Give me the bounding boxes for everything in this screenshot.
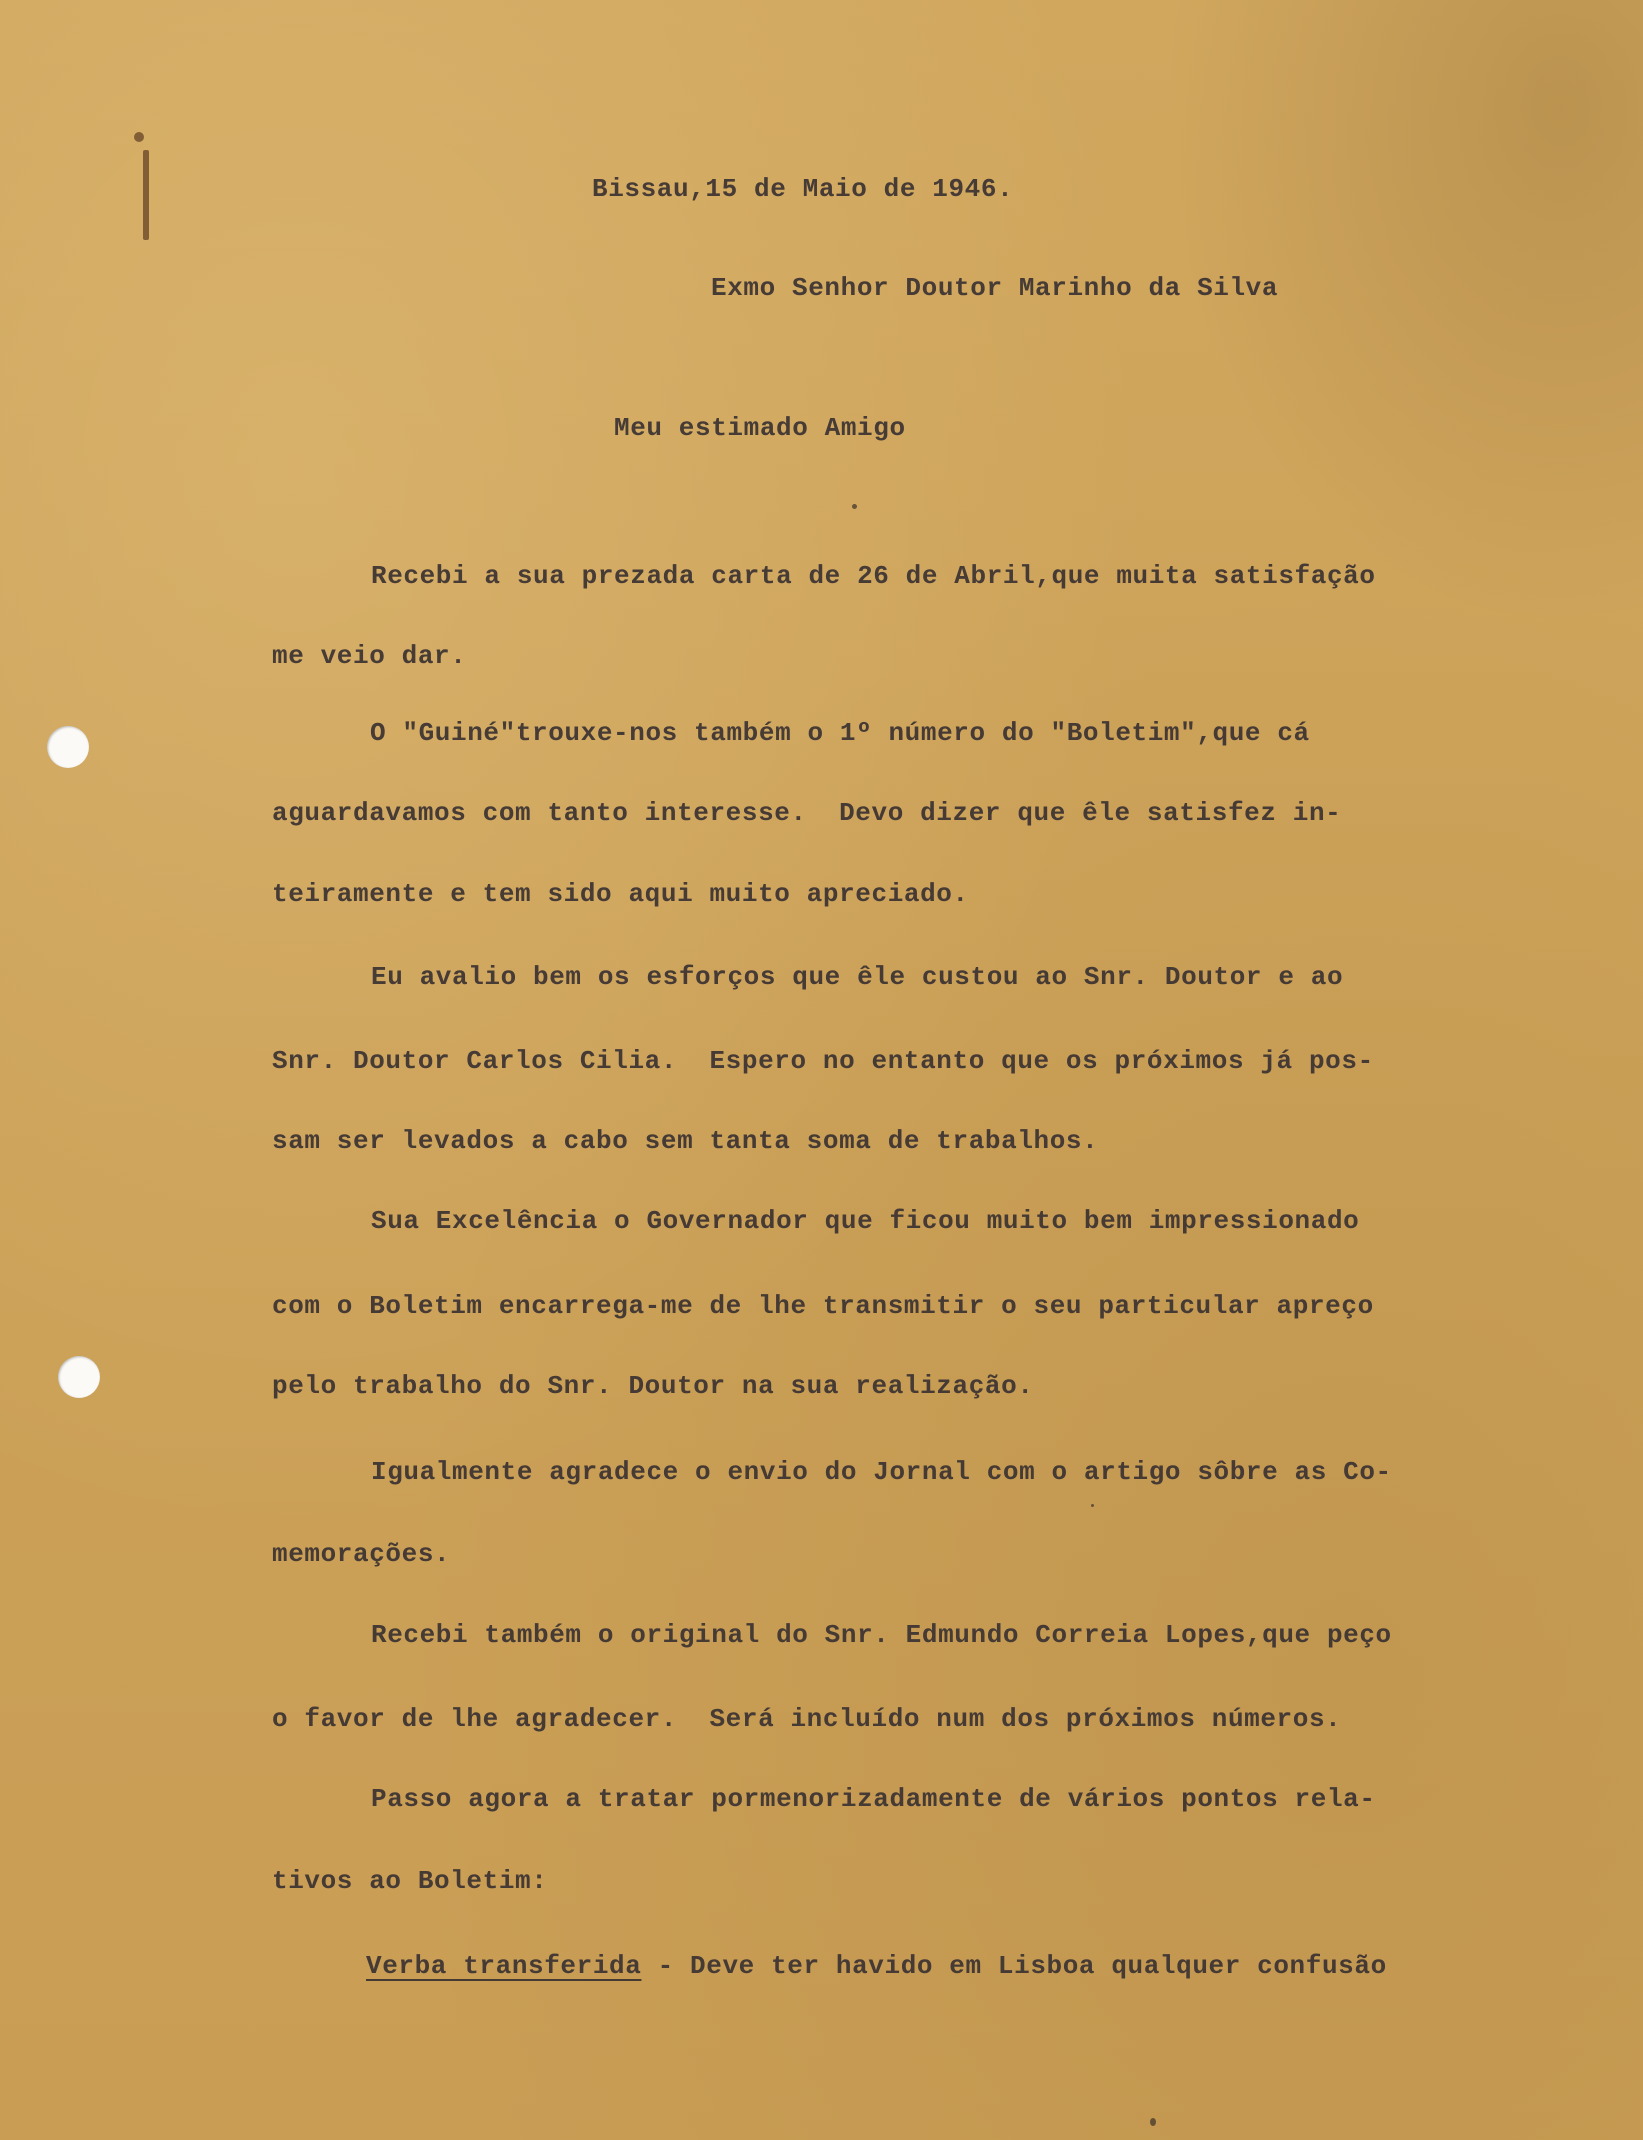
punch-hole-lower bbox=[58, 1356, 100, 1398]
body-line: pelo trabalho do Snr. Doutor na sua realização. bbox=[272, 1371, 1034, 1401]
speck-mark bbox=[852, 504, 857, 509]
staple-rust-dot bbox=[134, 132, 144, 142]
body-line: o favor de lhe agradecer. Será incluído num dos próximos números. bbox=[272, 1704, 1342, 1734]
body-line: Eu avalio bem os esforços que êle custou ao Snr. Doutor e ao bbox=[371, 962, 1344, 992]
body-line: Sua Excelência o Governador que ficou muito bem impressionado bbox=[371, 1206, 1360, 1236]
letter-salutation: Meu estimado Amigo bbox=[614, 413, 906, 443]
body-line: tivos ao Boletim: bbox=[272, 1866, 548, 1896]
body-line: sam ser levados a cabo sem tanta soma de trabalhos. bbox=[272, 1126, 1099, 1156]
speck-mark bbox=[1091, 1504, 1094, 1507]
body-line: Recebi a sua prezada carta de 26 de Abril,que muita satisfação bbox=[371, 561, 1376, 591]
letter-dateline: Bissau,15 de Maio de 1946. bbox=[592, 174, 1014, 204]
punch-hole-upper bbox=[47, 726, 89, 768]
body-line: teiramente e tem sido aqui muito apreciado. bbox=[272, 879, 969, 909]
body-line: me veio dar. bbox=[272, 641, 467, 671]
staple-rust-mark bbox=[143, 150, 149, 240]
body-line: memorações. bbox=[272, 1539, 451, 1569]
body-line: Recebi também o original do Snr. Edmundo Correia Lopes,que peço bbox=[371, 1620, 1392, 1650]
body-line: Igualmente agradece o envio do Jornal com o artigo sôbre as Co- bbox=[371, 1457, 1392, 1487]
final-line bbox=[366, 1950, 1387, 1982]
speck-mark bbox=[1150, 2118, 1156, 2126]
final-heading: Verba transferida bbox=[366, 1951, 642, 1981]
body-line: aguardavamos com tanto interesse. Devo dizer que êle satisfez in- bbox=[272, 798, 1342, 828]
final-rest: - Deve ter havido em Lisboa qualquer confusão bbox=[641, 1951, 1387, 1981]
body-line: com o Boletim encarrega-me de lhe transmitir o seu particular apreço bbox=[272, 1291, 1374, 1321]
body-line: Snr. Doutor Carlos Cilia. Espero no entanto que os próximos já pos- bbox=[272, 1046, 1374, 1076]
body-line: Passo agora a tratar pormenorizadamente de vários pontos rela- bbox=[371, 1784, 1376, 1814]
body-line: O "Guiné"trouxe-nos também o 1º número do "Boletim",que cá bbox=[370, 718, 1310, 748]
letter-addressee: Exmo Senhor Doutor Marinho da Silva bbox=[711, 273, 1279, 303]
